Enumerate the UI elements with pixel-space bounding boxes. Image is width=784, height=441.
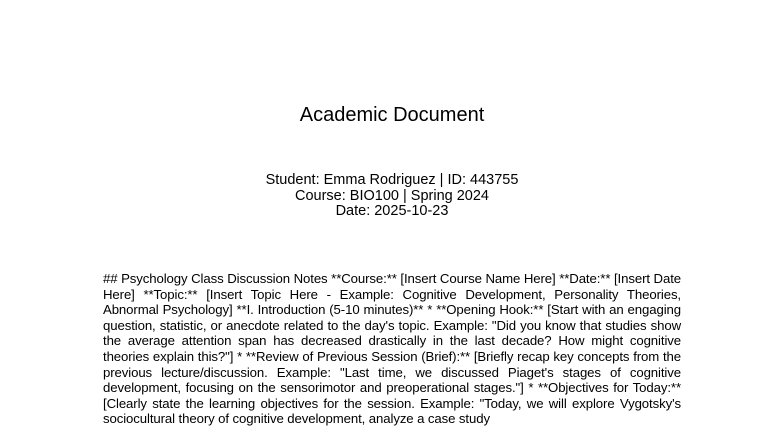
document-title: Academic Document (299, 104, 485, 126)
date-line: Date: 2025-10-23 (335, 203, 449, 219)
student-line: Student: Emma Rodriguez | ID: 443755 (265, 172, 519, 188)
document-meta (0, 173, 784, 220)
course-line: Course: BIO100 | Spring 2024 (295, 187, 489, 204)
document-body: ## Psychology Class Discussion Notes **Course:** [Insert Course Name Here] **Date:** [Insert Date Here] **Topic:** [Insert Topic Here - Example: Cognitive Development, Personality Theories, Abnormal Psychology] **I. Introduction (5-10 minutes)** * **Opening Hook:** [Start with an engaging question, statistic, or anecdote related to the day's topic. Example: "Did you know that studies show the average attention span has decreased drastically in the last decade? How might cognitive theories explain this?"] * **Review of Previous Session (Brief):** [Briefly recap key concepts from the previous lecture/discussion. Example: "Last time, we discussed Piaget's stages of cognitive development, focusing on the sensorimotor and preoperational stages."] * **Objectives for Today:** [Clearly state the learning objectives for the session. Example: "Today, we will explore Vygotsky's sociocultural theory of cognitive development, analyze a case study (103, 271, 681, 427)
